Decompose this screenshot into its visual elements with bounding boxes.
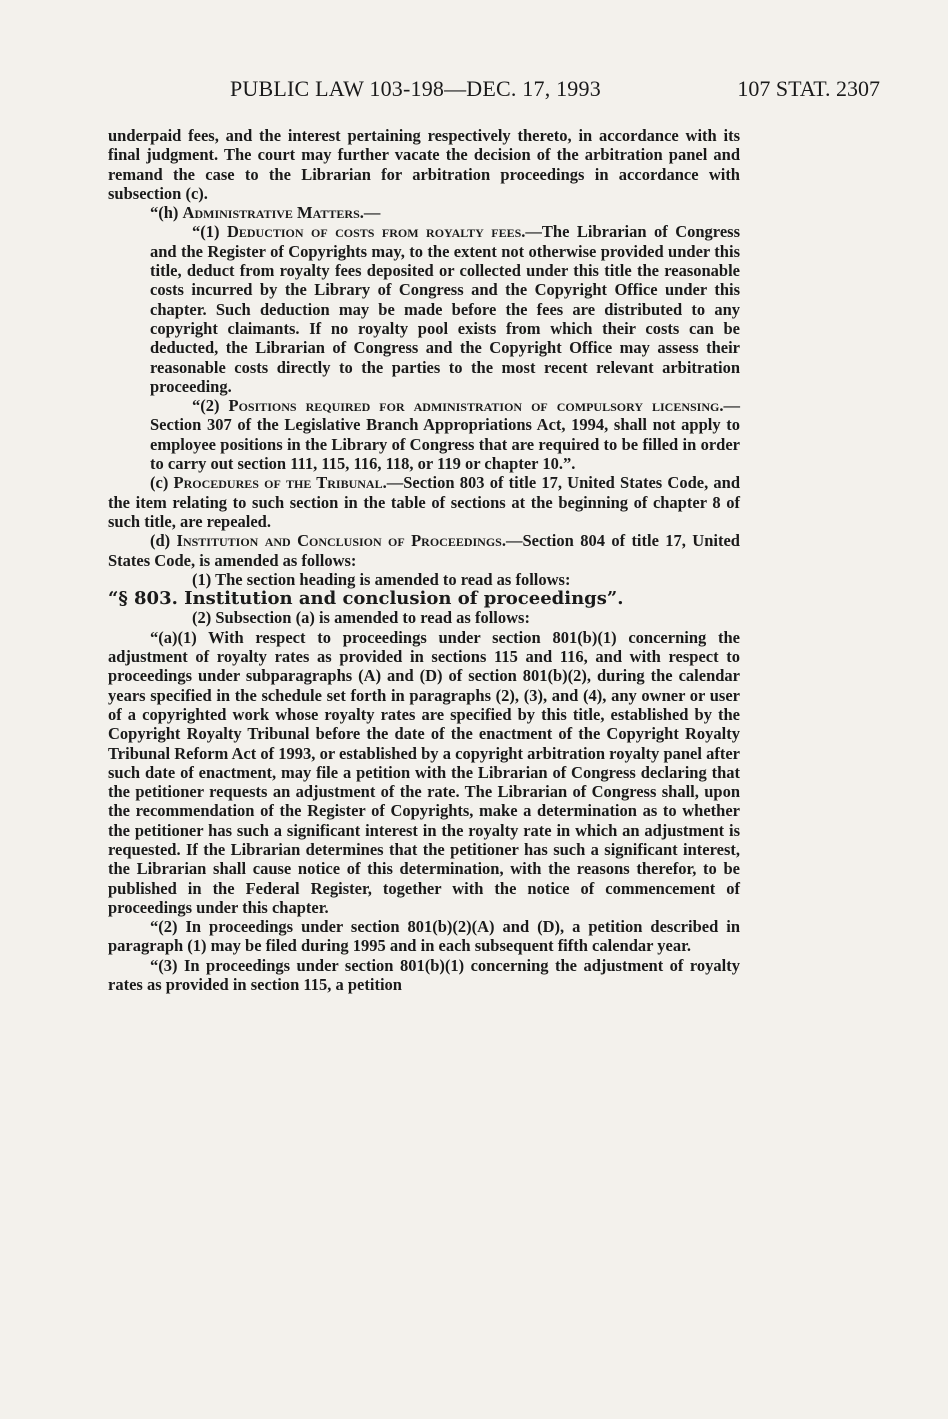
running-head: PUBLIC LAW 103-198—DEC. 17, 1993 <box>230 76 601 101</box>
subsection-h-label: “(h) <box>150 203 183 223</box>
subsection-c-title: Procedures of the Tribunal. <box>173 473 387 493</box>
paragraph-h2-text: —Section 307 of the Legislative Branch Appropriations Act, 1994, shall not apply to employee positions in the Library of Congress that are required to be filled in order to carry out section 111, 115, 116, 118, or 119 or chapter 10.”. <box>150 396 740 474</box>
paragraph-h2 <box>108 396 740 473</box>
paragraph-h1 <box>108 222 740 396</box>
paragraph-h1-text: —The Librarian of Congress and the Register of Copyrights may, to the extent not otherwise provided under this title, deduct from royalty fees deposited or collected under this title the reasonable costs incurred by the Library of Congress and the Copyright Office under this chapter. Such deduction may be made before the fees are distributed to any copyright claimants. If no royalty pool exists from which their costs can be deducted, the Librarian of Congress and the Copyright Office may assess their reasonable costs directly to the parties to the most recent relevant arbitration proceeding. <box>150 222 740 396</box>
paragraph-h1-title: Deduction of costs from royalty fees. <box>226 222 526 242</box>
subsection-d-title: Institution and Conclusion of Proceedings. <box>176 531 506 551</box>
paragraph-h2-title: Positions required for administration of compulsory licensing. <box>228 396 724 416</box>
paragraph-d1: (1) The section heading is amended to read as follows: <box>192 569 571 589</box>
subsection-d-label: (d) <box>150 531 177 551</box>
page-header <box>230 76 880 110</box>
subsection-d-text: —Section 804 of title 17, United States Code, is amended as follows: <box>108 531 740 570</box>
paragraph-h1-label: “(1) <box>192 222 227 242</box>
subsection-a3: “(3) In proceedings under section 801(b)(1) concerning the adjustment of royalty rates as provided in section 115, a petition <box>108 955 740 995</box>
subsection-h-title: Administrative Matters.— <box>182 203 381 223</box>
paragraph-h2-label: “(2) <box>192 396 229 416</box>
subsection-h-heading <box>108 203 740 222</box>
body-text <box>108 126 740 994</box>
quoted-section-heading: “§ 803. Institution and conclusion of proceedings”. <box>108 588 624 610</box>
paragraph-continuation: underpaid fees, and the interest pertaining respectively thereto, in accordance with its final judgment. The court may further vacate the decision of the arbitration panel and remand the case to the Librarian for arbitration proceedings in accordance with subsection (c). <box>108 126 740 203</box>
subsection-c-text: —Section 803 of title 17, United States Code, and the item relating to such section in the table of sections at the beginning of chapter 8 of such title, are repealed. <box>108 473 740 531</box>
subsection-a2: “(2) In proceedings under section 801(b)(2)(A) and (D), a petition described in paragraph (1) may be filed during 1995 and in each subsequent fifth calendar year. <box>108 917 740 956</box>
subsection-d <box>108 531 740 570</box>
paragraph-d2: (2) Subsection (a) is amended to read as follows: <box>192 608 530 628</box>
subsection-c <box>108 473 740 531</box>
subsection-c-label: (c) <box>150 473 174 493</box>
subsection-a1: “(a)(1) With respect to proceedings under section 801(b)(1) concerning the adjustment of royalty rates as provided in sections 115 and 116, and with respect to proceedings under subparagraphs (A) and (D) of section 801(b)(2), during the calendar years specified in the schedule set forth in paragraphs (2), (3), and (4), any owner or user of a copyrighted work whose royalty rates are specified by this title, established by the Copyright Royalty Tribunal before the date of the enactment of the Copyright Royalty Tribunal Reform Act of 1993, or established by a copyright arbitration royalty panel after such date of enactment, may file a petition with the Librarian of Congress declaring that the petitioner requests an adjustment of the rate. The Librarian of Congress shall, upon the recommendation of the Register of Copyrights, make a determination as to whether the petitioner has such a significant interest in the royalty rate in which an adjustment is requested. If the Librarian determines that the petitioner has such a significant interest, the Librarian shall cause notice of this determination, with the reasons therefor, to be published in the Federal Register, together with the notice of commencement of proceedings under this chapter. <box>108 627 740 917</box>
statute-page-number: 107 STAT. 2307 <box>737 76 880 101</box>
